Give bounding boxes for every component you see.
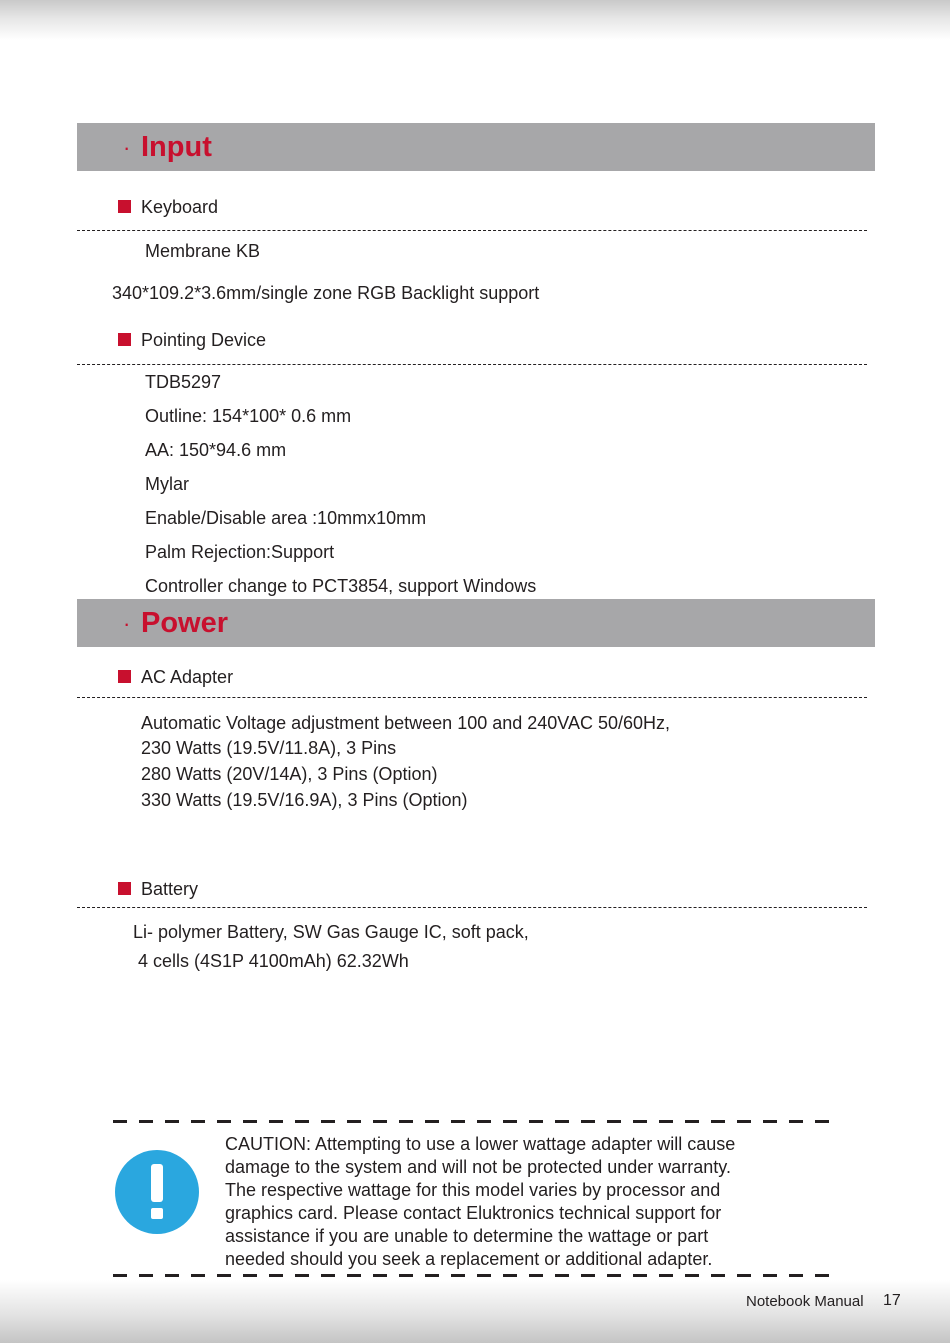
red-square-bullet-icon xyxy=(118,200,131,213)
caution-line: assistance if you are unable to determine the wattage or part xyxy=(225,1226,709,1246)
footer-label: Notebook Manual xyxy=(746,1293,864,1310)
exclamation-icon xyxy=(115,1150,199,1234)
subheading-ac-adapter: AC Adapter xyxy=(118,667,233,688)
caution-border-top xyxy=(113,1120,837,1123)
spec-line: Outline: 154*100* 0.6 mm xyxy=(145,406,352,426)
bullet-dot: · xyxy=(123,135,131,160)
spec-line: Mylar xyxy=(145,474,189,494)
page-number: 17 xyxy=(883,1292,901,1309)
spec-line: AA: 150*94.6 mm xyxy=(145,440,287,460)
subheading-keyboard: Keyboard xyxy=(118,197,218,218)
spec-line: Automatic Voltage adjustment between 100 and 240VAC 50/60Hz, xyxy=(141,713,671,733)
red-square-bullet-icon xyxy=(118,882,131,895)
caution-line: needed should you seek a replacement or additional adapter. xyxy=(225,1249,713,1269)
spec-line: 280 Watts (20V/14A), 3 Pins (Option) xyxy=(141,764,438,784)
dashed-divider xyxy=(77,697,867,698)
spec-line: Controller change to PCT3854, support Windows xyxy=(145,576,537,596)
caution-note xyxy=(225,1133,805,1271)
spec-line: 230 Watts (19.5V/11.8A), 3 Pins xyxy=(141,738,397,758)
spec-line: Enable/Disable area :10mmx10mm xyxy=(145,508,427,528)
caution-line: The respective wattage for this model varies by processor and xyxy=(225,1180,721,1200)
dashed-divider xyxy=(77,230,867,231)
caution-border-bottom xyxy=(113,1274,837,1277)
subheading-battery: Battery xyxy=(118,879,198,900)
spec-line: Li- polymer Battery, SW Gas Gauge IC, soft pack, xyxy=(133,922,529,942)
spec-line: 330 Watts (19.5V/16.9A), 3 Pins (Option) xyxy=(141,790,468,810)
red-square-bullet-icon xyxy=(118,670,131,683)
spec-line: TDB5297 xyxy=(145,372,222,392)
subheading-pointing-device: Pointing Device xyxy=(118,330,266,351)
caution-line: CAUTION: Attempting to use a lower wattage adapter will cause xyxy=(225,1134,736,1154)
section-title-input: Input xyxy=(141,131,212,163)
section-title-power: Power xyxy=(141,607,229,639)
caution-line: graphics card. Please contact Eluktronics technical support for xyxy=(225,1203,722,1223)
dashed-divider xyxy=(77,907,867,908)
bullet-dot: · xyxy=(123,611,131,636)
top-gradient-band xyxy=(0,0,950,40)
caution-line: damage to the system and will not be protected under warranty. xyxy=(225,1157,731,1177)
section-header-power xyxy=(77,599,875,647)
red-square-bullet-icon xyxy=(118,333,131,346)
spec-line: Palm Rejection:Support xyxy=(145,542,335,562)
dashed-divider xyxy=(77,364,867,365)
spec-line: Membrane KB xyxy=(145,241,261,261)
spec-line: 340*109.2*3.6mm/single zone RGB Backlight support xyxy=(112,283,540,303)
bottom-gradient-band xyxy=(0,1280,950,1343)
spec-line: 4 cells (4S1P 4100mAh) 62.32Wh xyxy=(138,951,409,971)
section-header-input xyxy=(77,123,875,171)
